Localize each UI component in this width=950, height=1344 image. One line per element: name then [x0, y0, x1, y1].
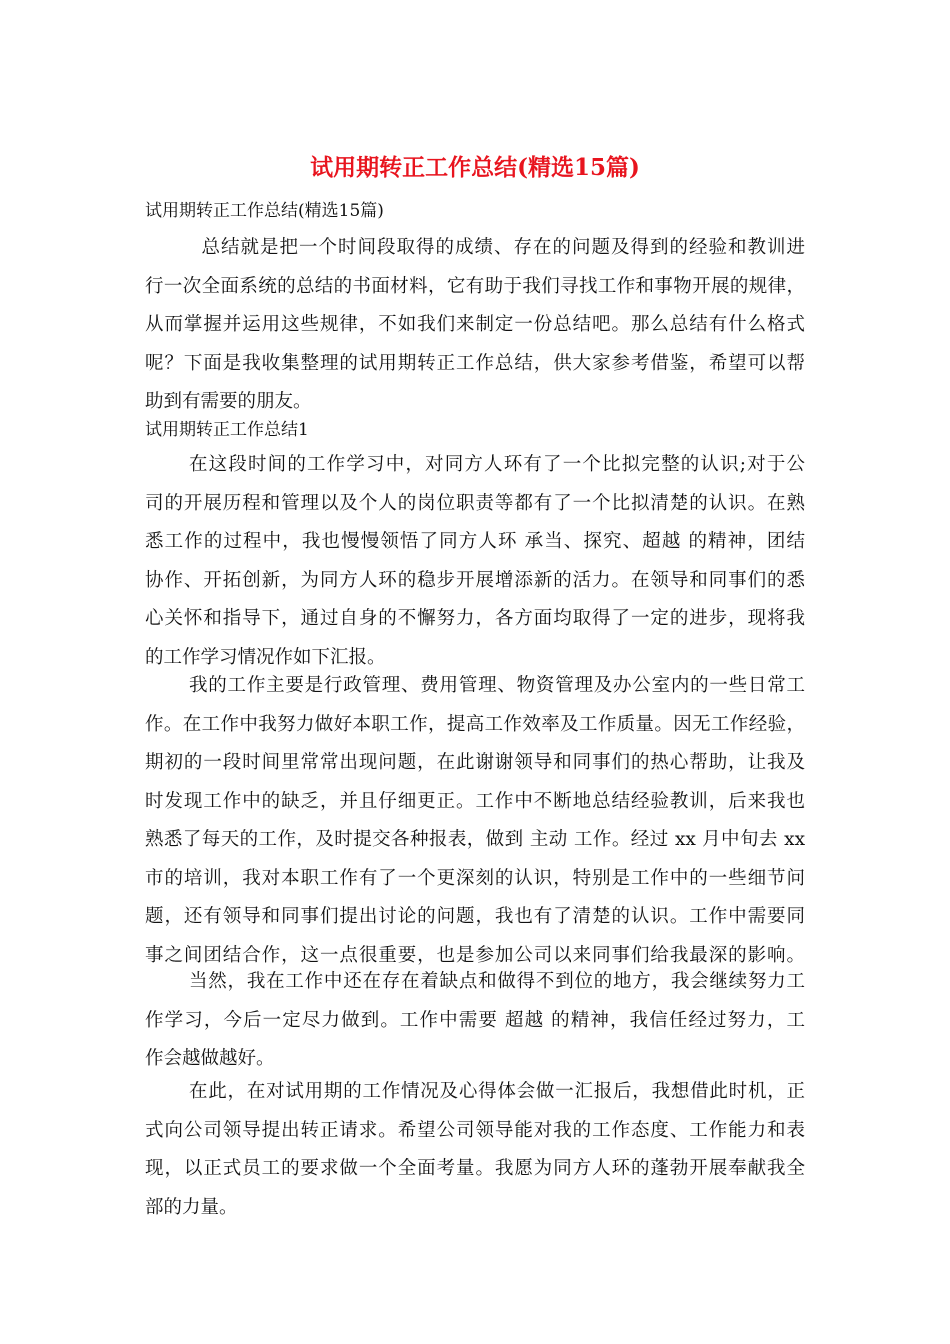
text-line: 作会越做越好。	[145, 1048, 275, 1069]
text-line: 心关怀和指导下，通过自身的不懈努力，各方面均取得了一定的进步，现将我	[145, 608, 805, 629]
text-line: 悉工作的过程中，我也慢慢领悟了同方人环 承当、探究、超越 的精神，团结	[145, 531, 805, 552]
text-line: 当然，我在工作中还在存在着缺点和做得不到位的地方，我会继续努力工	[189, 971, 805, 992]
text-line: 作。在工作中我努力做好本职工作，提高工作效率及工作质量。因无工作经验，	[145, 713, 805, 735]
document-title: 试用期转正工作总结(精选15篇)	[310, 154, 640, 181]
text-line: 现，以正式员工的要求做一个全面考量。我愿为同方人环的蓬勃开展奉献我全	[145, 1158, 805, 1179]
text-line: 时发现工作中的缺乏，并且仔细更正。工作中不断地总结经验教训，后来我也	[145, 790, 805, 812]
text-line: 在这段时间的工作学习中，对同方人环有了一个比拟完整的认识;对于公	[189, 454, 805, 475]
text-line: 司的开展历程和管理以及个人的岗位职责等都有了一个比拟清楚的认识。在熟	[145, 492, 805, 514]
text-line: 从而掌握并运用这些规律，不如我们来制定一份总结吧。那么总结有什么格式	[145, 314, 805, 335]
text-line: 期初的一段时间里常常出现问题，在此谢谢领导和同事们的热心帮助，让我及	[145, 752, 805, 773]
text-line: 式向公司领导提出转正请求。希望公司领导能对我的工作态度、工作能力和表	[145, 1119, 805, 1141]
text-line: 事之间团结合作，这一点很重要，也是参加公司以来同事们给我最深的影响。	[145, 944, 805, 966]
text-line: 助到有需要的朋友。	[145, 391, 312, 412]
body-paragraph	[145, 1073, 805, 1227]
body-paragraph	[145, 446, 805, 677]
text-line: 我的工作主要是行政管理、费用管理、物资管理及办公室内的一些日常工	[189, 675, 805, 696]
body-paragraph	[145, 963, 805, 1079]
text-line: 在此，在对试用期的工作情况及心得体会做一汇报后，我想借此时机，正	[189, 1081, 805, 1102]
text-line: 的工作学习情况作如下汇报。	[145, 646, 386, 668]
section-heading: 试用期转正工作总结1	[145, 420, 309, 440]
text-line: 协作、开拓创新，为同方人环的稳步开展增添新的活力。在领导和同事们的悉	[145, 569, 805, 591]
text-line: 题，还有领导和同事们提出讨论的问题，我也有了清楚的认识。工作中需要同	[145, 906, 805, 927]
intro-paragraph	[145, 229, 805, 422]
text-line: 呢？下面是我收集整理的试用期转正工作总结，供大家参考借鉴，希望可以帮	[145, 352, 805, 374]
text-line: 熟悉了每天的工作，及时提交各种报表，做到 主动 工作。经过 xx 月中旬去 xx	[145, 829, 805, 850]
text-line: 总结就是把一个时间段取得的成绩、存在的问题及得到的经验和教训进	[182, 237, 805, 258]
document-subtitle: 试用期转正工作总结(精选15篇)	[145, 201, 384, 221]
text-line: 部的力量。	[145, 1196, 238, 1218]
body-paragraph	[145, 667, 805, 975]
text-line: 行一次全面系统的总结的书面材料，它有助于我们寻找工作和事物开展的规律，	[145, 275, 805, 297]
text-line: 市的培训，我对本职工作有了一个更深刻的认识，特别是工作中的一些细节问	[145, 867, 805, 889]
text-line: 作学习，今后一定尽力做到。工作中需要 超越 的精神，我信任经过努力，工	[145, 1009, 805, 1031]
